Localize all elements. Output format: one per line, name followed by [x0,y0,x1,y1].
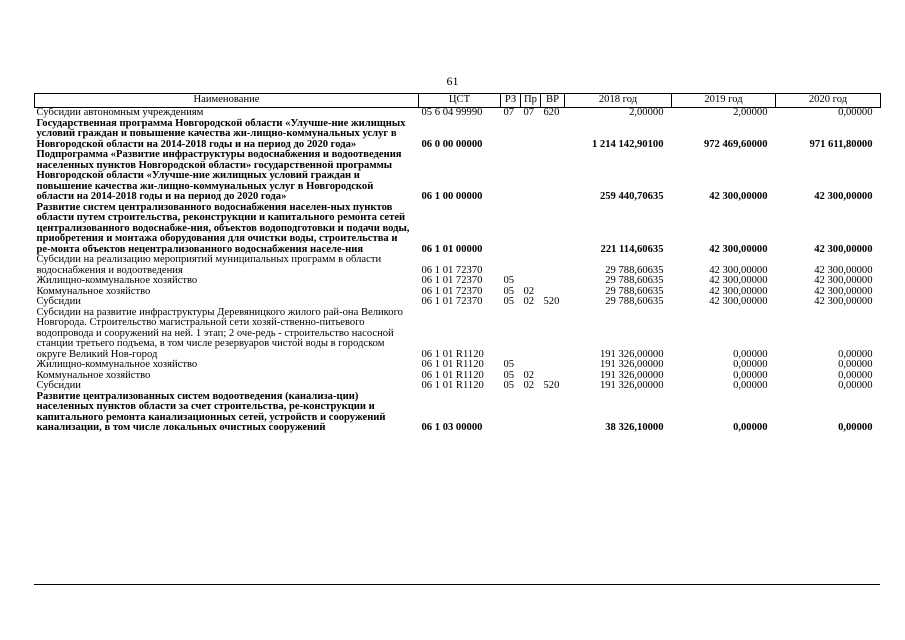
row-name: Коммунальное хозяйство [36,369,151,381]
row-2019: 42 300,00000 [709,275,768,286]
row-rz [501,150,521,203]
row-2020: 971 611,80000 [809,138,873,150]
row-rz: 05 [503,369,515,381]
row-2020: 42 300,00000 [814,191,873,202]
row-rz: 05 [503,285,515,297]
row-pr: 02 [523,369,535,381]
row-2019: 42 300,00000 [709,264,768,276]
row-pr: 02 [523,285,535,297]
row-cst: 06 1 01 R1120 [421,359,484,370]
row-vr: 620 [543,107,560,118]
row-name: Субсидии [36,380,81,391]
row-pr [521,392,541,434]
row-name: Государственная программа Новгородской области «Улучше-ние жилищных условий граждан и повышение качества жи-лищно-коммунальных услуг в Новгородской области на 2014-2018 годы и на период до 2020 года» [36,117,406,150]
row-pr: 07 [523,107,535,118]
table-row [35,360,881,371]
row-2020: 42 300,00000 [814,275,873,286]
row-rz [501,308,521,361]
row-rz: 05 [503,359,515,370]
row-vr [541,308,565,361]
row-2018: 2,00000 [629,107,664,118]
row-cst: 06 1 01 R1120 [421,369,484,381]
row-pr [521,308,541,361]
row-2018: 29 788,60635 [605,296,664,307]
row-2019: 42 300,00000 [709,191,768,202]
row-name: Субсидии на развитие инфраструктуры Деревяницкого жилого рай-она Великого Новгорода. Строительство магистральной сети хозяй-ственно-питьевого водопровода и сооружений на ней. 1 этап; 2 оче-редь - строительство насосной станции третьего подъема, в том числе резервуаров чистой воды в городском округе Великий Нов-город [36,306,403,360]
row-vr [541,255,565,276]
row-pr: 02 [523,296,535,307]
row-vr: 520 [543,296,560,307]
row-2019: 42 300,00000 [709,296,768,307]
row-vr [541,360,565,371]
row-2019: 2,00000 [733,107,768,118]
row-name: Субсидии [36,296,81,307]
row-vr [541,119,565,151]
row-pr [521,150,541,203]
bottom-divider [34,584,880,585]
row-2020: 42 300,00000 [814,285,873,297]
row-2019: 0,00000 [733,359,768,370]
row-pr [521,119,541,151]
row-pr: 02 [523,380,535,391]
row-vr [541,276,565,287]
row-name: Развитие централизованных систем водоотведения (канализа-ции) населенных пунктов области за счет строительства, ре-конструкции и капитального ремонта канализационных сетей, устройств и сооружений канализации, в том числе локальных очистных сооружений [36,390,386,433]
row-rz: 05 [503,380,515,391]
row-name: Субсидии на реализацию мероприятий муниципальных программ в области водоснабжения и водоотведения [36,254,382,276]
row-cst: 06 1 00 00000 [421,191,483,202]
row-2018: 191 326,00000 [599,348,664,360]
header-cst: ЦСТ [419,94,501,108]
row-2020: 0,00000 [838,380,873,391]
row-cst: 06 1 03 00000 [421,422,483,433]
table-row [35,392,881,434]
row-2020: 0,00000 [838,348,873,360]
row-2018: 38 326,10000 [605,422,664,433]
row-2018: 29 788,60635 [605,275,664,286]
row-pr [521,360,541,371]
row-cst: 06 1 01 72370 [421,275,483,286]
row-pr [521,276,541,287]
row-2020: 0,00000 [838,369,873,381]
row-2018: 191 326,00000 [599,369,664,381]
row-cst: 06 1 01 72370 [421,296,483,307]
row-2018: 221 114,60635 [600,243,664,255]
row-rz [501,203,521,256]
header-2019: 2019 год [672,94,776,108]
table-row [35,381,881,392]
row-2020: 0,00000 [838,422,873,433]
header-pr: Пр [521,94,541,108]
row-name: Жилищно-коммунальное хозяйство [36,359,198,370]
header-name: Наименование [35,94,419,108]
row-name: Подпрограмма «Развитие инфраструктуры водоснабжения и водоотведения населенных пунктов Новгородской области» государственной программы Новгородской области «Улучше-ние жилищных условий граждан и повышение качества жи-лищно-коммунальных услуг в Новгородской области на 2014-2018 годы и на период до 2020 года» [36,149,402,202]
table-row [35,108,881,119]
row-cst: 06 0 00 00000 [421,138,483,150]
row-2020: 42 300,00000 [814,243,873,255]
page-number: 61 [446,74,459,88]
row-pr [521,255,541,276]
row-rz: 05 [503,275,515,286]
row-2019: 0,00000 [733,369,768,381]
row-cst: 05 6 04 99990 [421,107,483,118]
row-name: Субсидии автономным учреждениям [36,107,204,118]
header-2018: 2018 год [565,94,672,108]
table-row [35,308,881,361]
row-2020: 42 300,00000 [814,264,873,276]
row-2019: 42 300,00000 [709,285,768,297]
header-2020: 2020 год [776,94,881,108]
table-row [35,203,881,256]
header-rz: РЗ [501,94,521,108]
table-row [35,276,881,287]
row-name: Жилищно-коммунальное хозяйство [36,275,198,286]
row-rz: 07 [503,107,515,118]
row-cst: 06 1 01 00000 [421,243,483,255]
table-row [35,150,881,203]
row-cst: 06 1 01 72370 [421,285,483,297]
row-vr [541,203,565,256]
row-2018: 191 326,00000 [599,380,664,391]
row-2018: 29 788,60635 [605,264,664,276]
row-cst: 06 1 01 R1120 [421,380,484,391]
row-name: Коммунальное хозяйство [36,285,151,297]
row-2020: 0,00000 [838,107,873,118]
table-header-row [35,94,881,108]
budget-table [34,93,881,434]
row-vr [541,150,565,203]
table-row [35,297,881,308]
row-2019: 42 300,00000 [709,243,768,255]
row-2019: 0,00000 [733,422,768,433]
row-rz [501,255,521,276]
table-row [35,255,881,276]
row-2020: 0,00000 [838,359,873,370]
row-rz [501,119,521,151]
row-rz [501,392,521,434]
row-2018: 29 788,60635 [605,285,664,297]
row-pr [521,203,541,256]
header-vr: ВР [541,94,565,108]
row-name: Развитие систем централизованного водоснабжения населен-ных пунктов области путем строительства, реконструкции и капитального ремонта сетей централизованного водоснабже-ния, объектов водоподготовки и подачи воды, приобретения и монтажа оборудования для очистки воды, строительства и ре-монта объектов нецентрализованного водоснабжения населе-ния [36,201,410,255]
row-vr: 520 [543,380,560,391]
row-2019: 0,00000 [733,380,768,391]
row-2018: 191 326,00000 [599,359,664,370]
row-2019: 972 469,60000 [703,138,768,150]
row-2018: 1 214 142,90100 [591,138,664,150]
row-2019: 0,00000 [733,348,768,360]
row-vr [541,392,565,434]
row-cst: 06 1 01 R1120 [421,348,484,360]
row-2020: 42 300,00000 [814,296,873,307]
row-cst: 06 1 01 72370 [421,264,483,276]
row-2018: 259 440,70635 [599,191,664,202]
row-rz: 05 [503,296,515,307]
table-row [35,119,881,151]
